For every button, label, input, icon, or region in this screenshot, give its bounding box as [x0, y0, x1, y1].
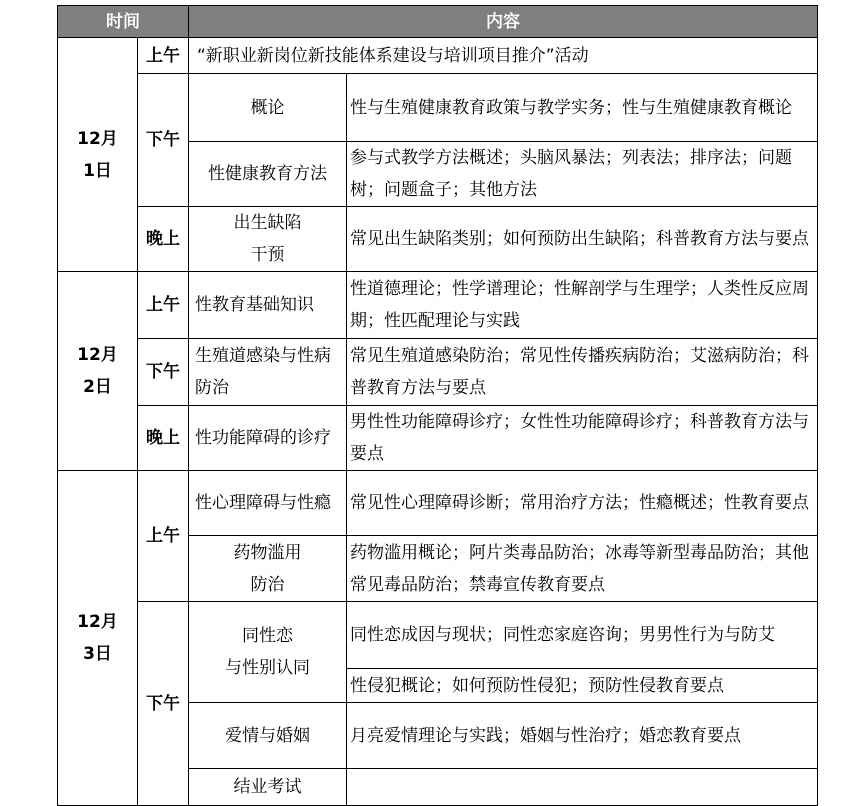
day3-morning-topic-2	[189, 536, 347, 602]
day1-morning-label: 上午	[138, 38, 189, 74]
day1-date	[58, 38, 138, 272]
day2-date	[58, 272, 138, 471]
day2-evening-topic: 性功能障碍的诊疗	[189, 406, 347, 471]
day3-love-content: 月亮爱情理论与实践；婚姻与性治疗；婚恋教育要点	[347, 703, 818, 769]
day3-identity-topic-line1: 同性恋	[242, 626, 293, 646]
day2-month: 12月	[77, 345, 118, 365]
day3-morning-content-2: 药物滥用概论；阿片类毒品防治；冰毒等新型毒品防治；其他常见毒品防治；禁毒宣传教育要点	[347, 536, 818, 602]
day2-afternoon-topic: 生殖道感染与性病防治	[189, 339, 347, 406]
training-schedule-table	[57, 5, 818, 806]
day2-evening-label: 晚上	[138, 406, 189, 471]
day3-morning-row-1	[58, 471, 818, 536]
day3-date	[58, 471, 138, 806]
day3-morning-topic-2-line1: 药物滥用	[233, 542, 302, 563]
day3-morning-topic-2-line2: 防治	[250, 574, 285, 595]
day3-afternoon-label: 下午	[138, 602, 189, 806]
day1-morning-activity: “新职业新岗位新技能体系建设与培训项目推介”活动	[189, 38, 818, 74]
day3-identity-topic	[189, 602, 347, 703]
day2-evening-content: 男性性功能障碍诊疗；女性性功能障碍诊疗；科普教育方法与要点	[347, 406, 818, 471]
day3-morning-label: 上午	[138, 471, 189, 602]
day3-identity-content-1: 同性恋成因与现状；同性恋家庭咨询；男男性行为与防艾	[347, 602, 818, 669]
day2-evening-row	[58, 406, 818, 471]
day1-afternoon-content-1: 性与生殖健康教育政策与教学实务；性与生殖健康教育概论	[347, 74, 818, 142]
day3-identity-topic-line2: 与性别认同	[225, 658, 310, 678]
header-content: 内容	[189, 6, 818, 38]
day2-morning-topic: 性教育基础知识	[189, 272, 347, 339]
day2-afternoon-content: 常见生殖道感染防治；常见性传播疾病防治；艾滋病防治；科普教育方法与要点	[347, 339, 818, 406]
day1-evening-row	[58, 207, 818, 272]
day1-evening-topic-line1: 出生缺陷	[233, 213, 302, 233]
day3-love-topic: 爱情与婚姻	[189, 703, 347, 769]
day1-afternoon-topic-1: 概论	[189, 74, 347, 142]
day2-day: 2日	[83, 377, 112, 397]
day3-afternoon-row-1	[58, 602, 818, 669]
day3-morning-topic-1: 性心理障碍与性瘾	[189, 471, 347, 536]
day2-morning-label: 上午	[138, 272, 189, 339]
day1-evening-topic-line2: 干预	[250, 245, 285, 265]
day3-morning-content-1: 常见性心理障碍诊断；常用治疗方法；性瘾概述；性教育要点	[347, 471, 818, 536]
day1-morning-row	[58, 38, 818, 74]
header-time: 时间	[58, 6, 189, 38]
day1-month: 12月	[77, 128, 118, 149]
day3-exam-topic: 结业考试	[189, 769, 347, 806]
day1-afternoon-content-2: 参与式教学方法概述；头脑风暴法；列表法；排序法；问题树；问题盒子；其他方法	[347, 142, 818, 207]
day3-exam-content	[347, 769, 818, 806]
day3-month: 12月	[77, 612, 118, 632]
day1-evening-topic	[189, 207, 347, 272]
day1-afternoon-topic-2: 性健康教育方法	[189, 142, 347, 207]
day3-day: 3日	[83, 644, 112, 664]
day1-day: 1日	[83, 160, 112, 181]
day1-afternoon-row-1	[58, 74, 818, 142]
day2-morning-row	[58, 272, 818, 339]
day1-evening-label: 晚上	[138, 207, 189, 272]
day3-identity-content-2: 性侵犯概论；如何预防性侵犯；预防性侵教育要点	[347, 669, 818, 703]
day2-afternoon-row	[58, 339, 818, 406]
day1-afternoon-label: 下午	[138, 74, 189, 207]
day2-afternoon-label: 下午	[138, 339, 189, 406]
day1-evening-content: 常见出生缺陷类别；如何预防出生缺陷；科普教育方法与要点	[347, 207, 818, 272]
header-row	[58, 6, 818, 38]
day2-morning-content: 性道德理论；性学谱理论；性解剖学与生理学；人类性反应周期；性匹配理论与实践	[347, 272, 818, 339]
